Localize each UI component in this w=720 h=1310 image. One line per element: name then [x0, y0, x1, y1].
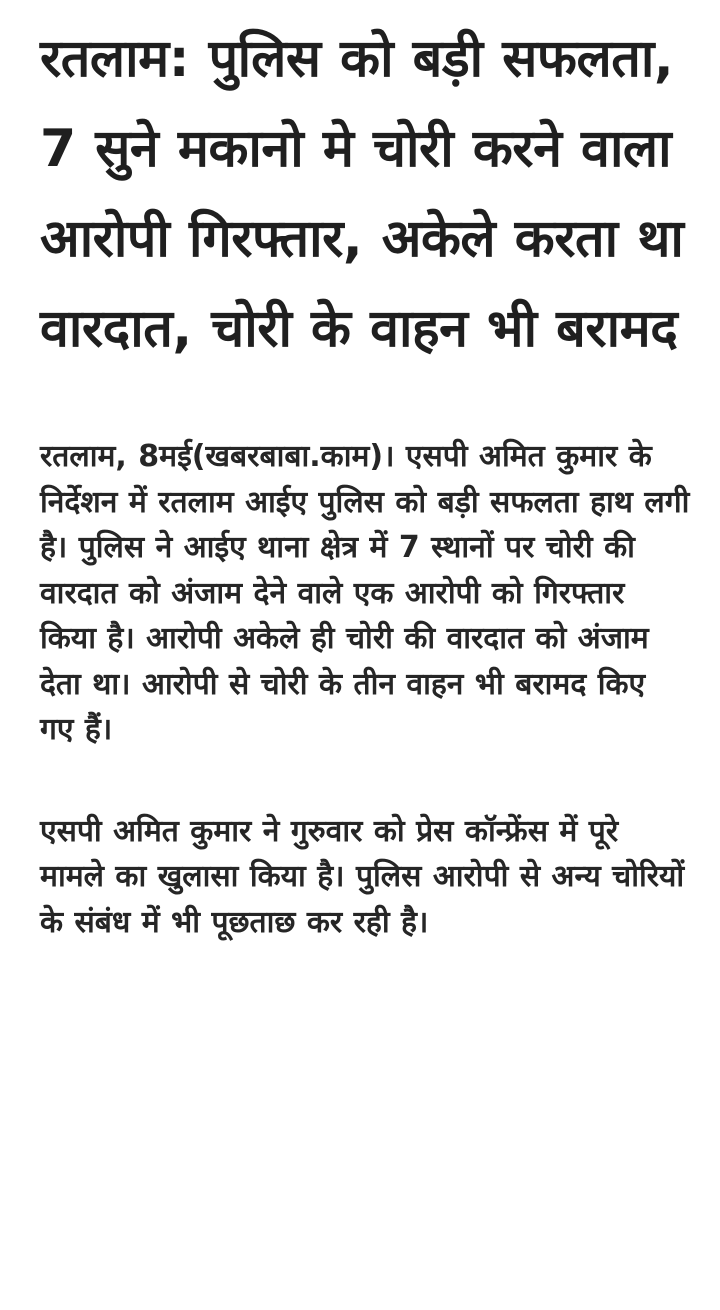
- article-paragraph-2: एसपी अमित कुमार ने गुरुवार को प्रेस कॉन्फ्रेंस में पूरे मामले का खुलासा किया है। पुलिस आरोपी से अन्य चोरियों के संबंध में भी पूछताछ कर रही है।: [40, 813, 685, 940]
- article-paragraph-1: रतलाम, 8मई(खबरबाबा.काम)। एसपी अमित कुमार के निर्देशन में रतलाम आईए पुलिस को बड़ी सफलता हाथ लगी है। पुलिस ने आईए थाना क्षेत्र में 7 स्थानों पर चोरी की वारदात को अंजाम देने वाले एक आरोपी को गिरफ्तार किया है। आरोपी अकेले ही चोरी की वारदात को अंजाम देता था। आरोपी से चोरी के तीन वाहन भी बरामद किए गए हैं।: [40, 439, 690, 747]
- article: [40, 14, 690, 945]
- article-headline: रतलाम: पुलिस को बड़ी सफलता, 7 सुने मकानो मे चोरी करने वाला आरोपी गिरफ्तार, अकेले करता था वारदात, चोरी के वाहन भी बरामद: [40, 29, 684, 359]
